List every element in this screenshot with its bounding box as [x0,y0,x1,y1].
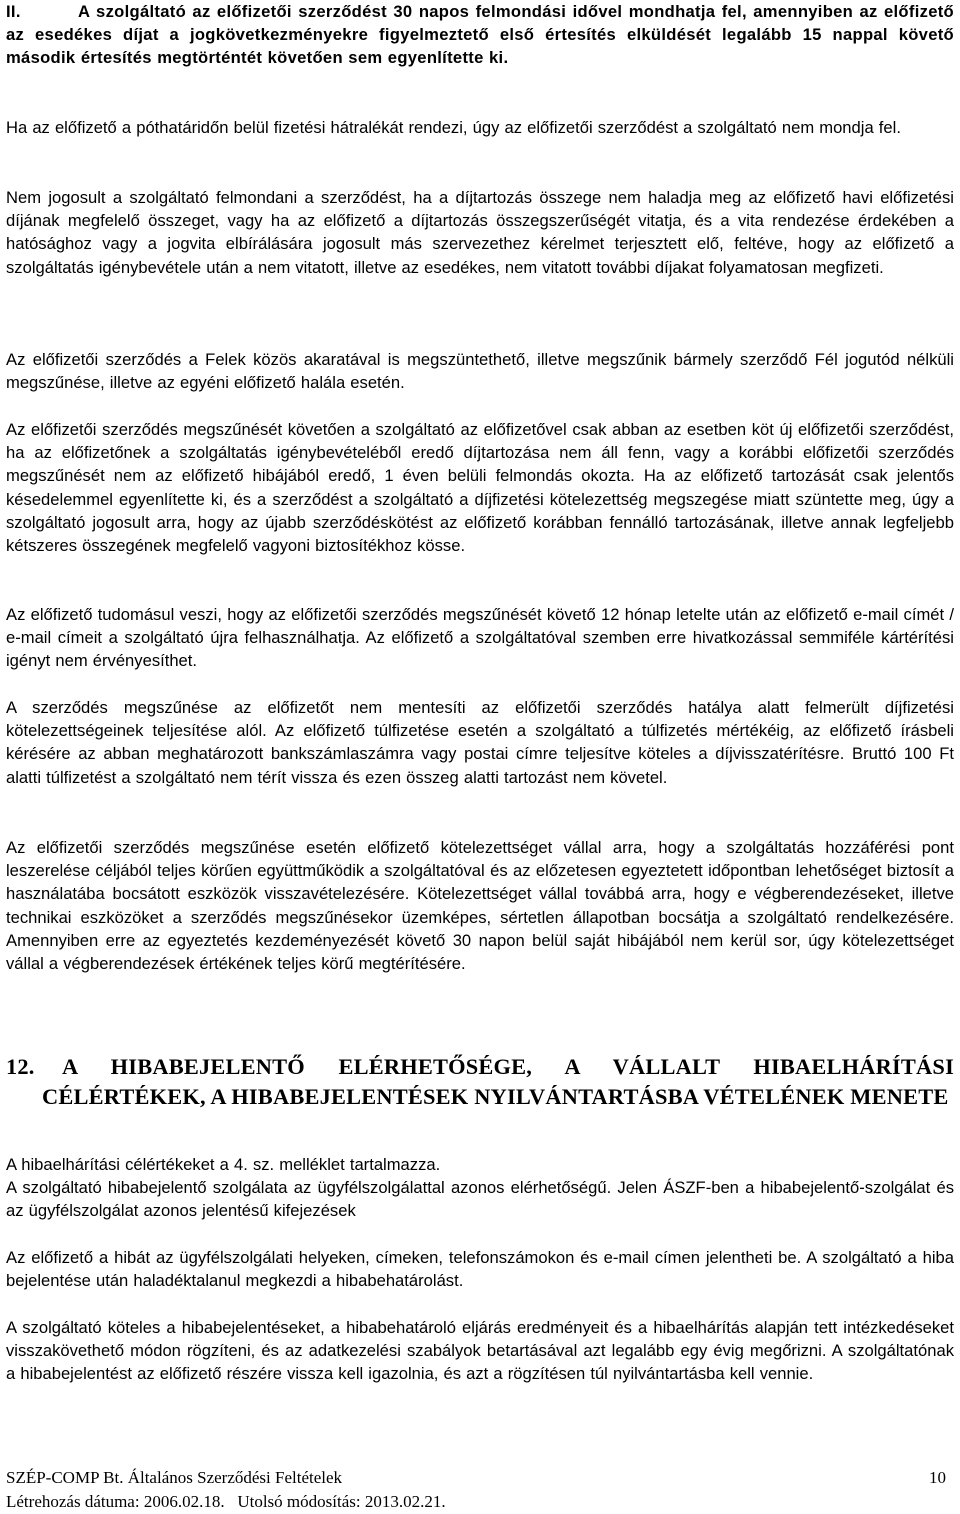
paragraph-mutual-termination: Az előfizetői szerződés a Felek közös akaratával is megszüntethető, illetve megszűnik bármely szerződő Fél jogutód nélküli megszűnése, illetve az egyéni előfizető halála esetén. [6,350,954,393]
paragraph-equipment-return: Az előfizetői szerződés megszűnése esetén előfizető kötelezettséget vállal arra, hogy a szolgáltatás hozzáférési pont leszerelése céljából teljes körűen együttműködik a szolgáltatóval és az előzetesen egyeztetett időpontban lehetőséget biztosít a használatába bocsátott eszközök visszavételezésére. Kötelezettséget vállal továbbá arra, hogy e végberendezéseket, illetve technikai eszközöket a szerződés megszűnésekor üzemképes, sértetlen állapotban bocsátja a szolgáltató rendelkezésére. Amennyiben erre az egyeztetés kezdeményezését követő 30 napon belül saját hibájából nem kerül sor, úgy kötelezettséget vállal a végberendezések értékének teljes körű megtérítésére. [6,838,954,974]
page-footer [6,1466,946,1514]
paragraph-target-values: A hibaelhárítási célértékeket a 4. sz. melléklet tartalmazza. [6,1155,441,1174]
footer-page-number: 10 [929,1468,946,1487]
footer-dates: Létrehozás dátuma: 2006.02.18. Utolsó módosítás: 2013.02.21. [6,1492,446,1511]
paragraph-fault-records: A szolgáltató köteles a hibabejelentéseket, a hibabehatároló eljárás eredményeit és a hibaelhárítás alapján tett intézkedéseket visszakövethető módon rögzíteni, és az adatkezelési szabályok betartásával azt legalább egy évig megőrizni. A szolgáltatónak a hibabejelentést az előfizető részére vissza kell igazolnia, és azt a rögzítésen túl nyilvántartásba kell vennie. [6,1318,954,1384]
section-heading [6,1052,954,1112]
paragraph-fault-service: A szolgáltató hibabejelentő szolgálata az ügyfélszolgálattal azonos elérhetőségű. Jelen ÁSZF-ben a hibabejelentő-szolgálat és az ügyfélszolgálat azonos jelentésű kifejezések [6,1178,954,1221]
paragraph-no-termination-conditions: Nem jogosult a szolgáltató felmondani a szerződést, ha a díjtartozás összege nem haladja meg az előfizető havi előfizetési díjának megfelelő összeget, vagy ha az előfizető a díjtartozás összegszerűségét vitatja, és a vita rendezése érdekében a hatósághoz vagy a jogvita elbírálására jogosult más szervezethez kérelmet terjesztett elő, feltéve, hogy az előfizető a szolgáltatás igénybevétele után a nem vitatott, illetve az esedékes, nem vitatott további díjakat folyamatosan megfizeti. [6,188,954,277]
paragraph-grace-period: Ha az előfizető a póthatáridőn belül fizetési hátralékát rendezi, úgy az előfizetői szerződést a szolgáltató nem mondja fel. [6,118,901,137]
paragraph-text: A szolgáltató az előfizetői szerződést 30 napos felmondási idővel mondhatja fel, amennyiben az előfizető az esedékes díjat a jogkövetkezményekre figyelmeztető első értesítés elküldését legalább 15 nappal követő második értesítés megtörténtét követően sem egyenlítette ki. [6,2,954,68]
section-title: A HIBABEJELENTŐ ELÉRHETŐSÉGE, A VÁLLALT HIBAELHÁRÍTÁSI CÉLÉRTÉKEK, A HIBABEJELENTÉSEK NYILVÁNTARTÁSBA VÉTELÉNEK MENETE [42,1054,954,1109]
paragraph-new-contract-conditions: Az előfizetői szerződés megszűnését követően a szolgáltató az előfizetővel csak abban az esetben köt új előfizetői szerződést, ha az előfizetőnek a szolgáltatás igénybevételéből eredő díjtartozása nem áll fenn, vagy a korábbi előfizetői szerződés megszűnését nem az előfizető hibájából eredő, 1 éven belüli felmondás okozta. Ha az előfizető tartozását csak jelentős késedelemmel egyenlítette ki, és a szerződést a szolgáltató a díjfizetési kötelezettség megszegése miatt szüntette meg, úgy a szolgáltató jogosult arra, hogy az újabb szerződéskötést az előfizető korábban fennálló tartozásának, illetve annak legfeljebb kétszeres összegének megfelelő vagyoni biztosítékhoz kösse. [6,420,954,556]
paragraph-fault-reporting: Az előfizető a hibát az ügyfélszolgálati helyeken, címeken, telefonszámokon és e-mail címen jelentheti be. A szolgáltató a hiba bejelentése után haladéktalanul megkezdi a hibabehatárolást. [6,1248,954,1291]
section-number: 12. [6,1054,35,1079]
paragraph-lead-number: II. [6,2,21,21]
paragraph-email-reuse: Az előfizető tudomásul veszi, hogy az előfizetői szerződés megszűnését követő 12 hónap letelte után az előfizető e-mail címét / e-mail címeit a szolgáltató újra felhasználhatja. Az előfizető a szolgáltatóval szemben erre hivatkozással semmiféle kártérítési igényt nem érvényesíthet. [6,605,954,671]
paragraph-overpayment: A szerződés megszűnése az előfizetőt nem mentesíti az előfizetői szerződés hatálya alatt felmerült díjfizetési kötelezettségeinek teljesítése alól. Az előfizető túlfizetése esetén a szolgáltató a túlfizetés mértékéig, az előfizető írásbeli kérésére az abban meghatározott bankszámlaszámra vagy postai címre teljesítve köteles a díjvisszatérítésre. Bruttó 100 Ft alatti túlfizetést a szolgáltató nem térít vissza és ezen összeg alatti tartozást nem követel. [6,698,954,787]
paragraph-termination-notice [6,0,954,70]
footer-document-title: SZÉP-COMP Bt. Általános Szerződési Feltételek [6,1468,343,1487]
